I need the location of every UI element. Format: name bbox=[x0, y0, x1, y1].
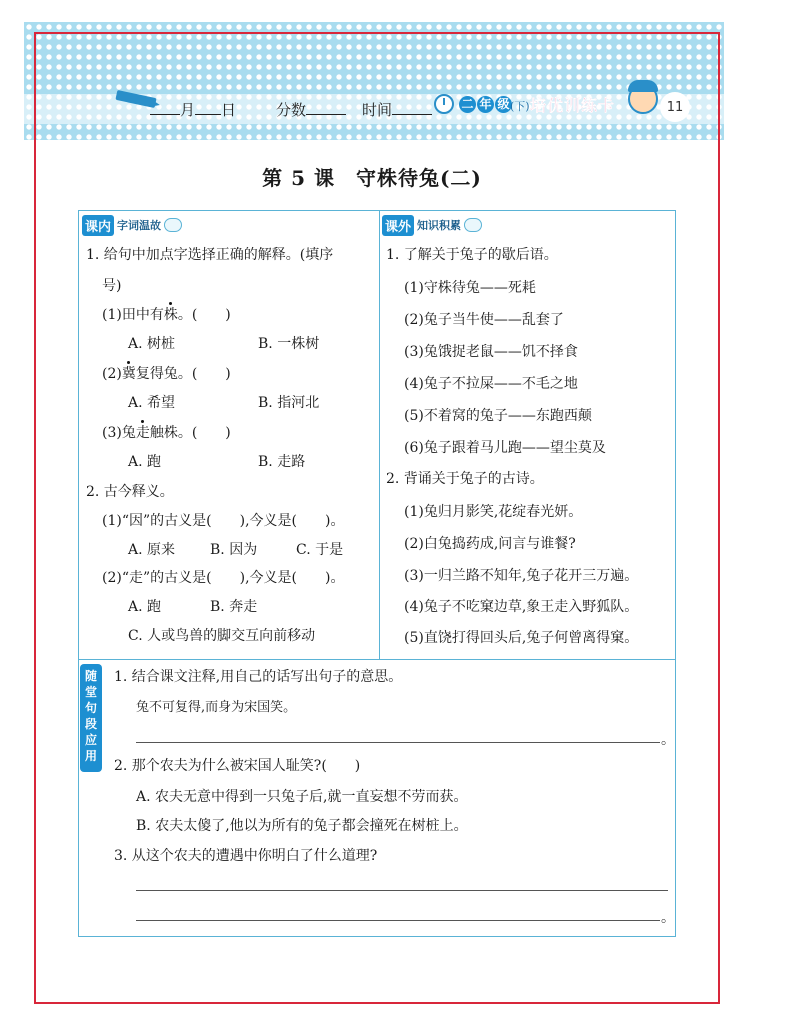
answer-line[interactable] bbox=[136, 920, 660, 921]
grade-char: 年 bbox=[477, 96, 494, 113]
xiehouyu-item: (2)兔子当牛使——乱套了 bbox=[404, 312, 564, 328]
answer-line[interactable] bbox=[136, 742, 660, 743]
option-a: A. 跑 bbox=[128, 599, 162, 615]
month-label: 月 bbox=[180, 101, 196, 119]
extra-tag-highlight: 课外 bbox=[382, 215, 414, 236]
option-b: B. 一株树 bbox=[258, 336, 320, 352]
left-q1-line1: 1. 给句中加点字选择正确的解释。(填序 bbox=[86, 247, 334, 263]
option-b: B. 因为 bbox=[210, 542, 258, 558]
bottom-q2-option-b: B. 农夫太傻了,他以为所有的兔子都会撞死在树桩上。 bbox=[136, 818, 468, 834]
poem-item: (2)白兔捣药成,问言与谁餐? bbox=[404, 536, 576, 552]
month-blank[interactable] bbox=[150, 101, 180, 115]
xiehouyu-item: (1)守株待兔——死耗 bbox=[404, 280, 536, 296]
left-q1-line2: 号) bbox=[102, 278, 122, 294]
score-blank[interactable] bbox=[306, 101, 346, 115]
left-q2-line2[interactable]: (2)“走”的古义是( ),今义是( )。 bbox=[102, 570, 345, 586]
score-label: 分数 bbox=[276, 101, 307, 119]
answer-slot[interactable]: 复得兔。( ) bbox=[135, 366, 231, 382]
in-class-tag-text: 字词温故 bbox=[117, 219, 162, 232]
left-q2-line1[interactable]: (1)“因”的古义是( ),今义是( )。 bbox=[102, 513, 345, 529]
score-field bbox=[276, 99, 346, 120]
time-field bbox=[362, 99, 432, 120]
side-label-char: 随 bbox=[84, 669, 97, 683]
option-a: A. 跑 bbox=[128, 454, 162, 470]
grade-char: 二 bbox=[459, 96, 476, 113]
option-b: B. 走路 bbox=[258, 454, 306, 470]
clock-icon bbox=[434, 94, 454, 114]
day-label: 日 bbox=[221, 101, 237, 119]
answer-slot[interactable]: 触株。( ) bbox=[149, 425, 231, 441]
in-class-tag-highlight: 课内 bbox=[82, 215, 114, 236]
option-b: B. 指河北 bbox=[258, 395, 320, 411]
extra-knowledge-tag bbox=[382, 214, 482, 236]
xiehouyu-item: (3)兔饿捉老鼠——饥不择食 bbox=[404, 344, 578, 360]
grade-char: 级 bbox=[495, 96, 512, 113]
bottom-q3: 3. 从这个农夫的遭遇中你明白了什么道理? bbox=[114, 848, 378, 864]
option-c: C. 于是 bbox=[296, 542, 344, 558]
mascot-icon bbox=[628, 84, 658, 114]
option-a: A. 希望 bbox=[128, 395, 176, 411]
lesson-title: 第 5 课 守株待兔(二) bbox=[262, 166, 482, 190]
dotted-char: 走 bbox=[135, 425, 150, 441]
poem-item: (1)兔归月影笑,花绽春光妍。 bbox=[404, 504, 583, 520]
item-text: (2) bbox=[102, 366, 122, 382]
left-q1-item bbox=[102, 305, 231, 325]
in-class-tag bbox=[82, 214, 182, 236]
time-label: 时间 bbox=[362, 101, 393, 119]
side-label-char: 段 bbox=[84, 717, 97, 731]
side-label-char: 用 bbox=[84, 749, 97, 763]
dotted-char: 株 bbox=[163, 307, 178, 323]
date-field bbox=[150, 99, 236, 120]
xiehouyu-item: (5)不着窝的兔子——东跑西颠 bbox=[404, 408, 592, 424]
side-label-char: 句 bbox=[84, 701, 97, 715]
side-label-char: 堂 bbox=[84, 685, 97, 699]
semester-label: (下) bbox=[510, 100, 530, 113]
grade-badge bbox=[456, 96, 516, 114]
line-end-mark: 。 bbox=[661, 910, 675, 926]
bottom-q2[interactable]: 2. 那个农夫为什么被宋国人耻笑?( ) bbox=[114, 758, 361, 774]
option-b: B. 奔走 bbox=[210, 599, 258, 615]
bottom-q1: 1. 结合课文注释,用自己的话写出句子的意思。 bbox=[114, 669, 403, 685]
left-q1-item bbox=[102, 423, 231, 443]
left-q1-item bbox=[102, 364, 231, 384]
sentence-application-label bbox=[80, 664, 102, 772]
side-label-char: 应 bbox=[84, 733, 97, 747]
right-q2-title: 2. 背诵关于兔子的古诗。 bbox=[386, 471, 544, 487]
item-text: (1)田中有 bbox=[102, 307, 164, 323]
answer-slot[interactable]: 。( ) bbox=[177, 307, 231, 323]
poem-item: (3)一归兰路不知年,兔子花开三万遍。 bbox=[404, 568, 639, 584]
option-a: A. 原来 bbox=[128, 542, 176, 558]
book-icon bbox=[164, 218, 182, 232]
line-end-mark: 。 bbox=[661, 732, 675, 748]
left-q2-title: 2. 古今释义。 bbox=[86, 484, 174, 500]
bottom-q1-sentence: 兔不可复得,而身为宋国笑。 bbox=[136, 700, 297, 715]
extra-tag-text: 知识积累 bbox=[417, 219, 462, 232]
xiehouyu-item: (4)兔子不拉屎——不毛之地 bbox=[404, 376, 578, 392]
page-number: 11 bbox=[666, 100, 684, 115]
time-blank[interactable] bbox=[392, 101, 432, 115]
option-c: C. 人或鸟兽的脚交互向前移动 bbox=[128, 628, 316, 644]
answer-line[interactable] bbox=[136, 890, 668, 891]
dotted-char: 冀 bbox=[121, 366, 136, 382]
bottom-q2-option-a: A. 农夫无意中得到一只兔子后,就一直妄想不劳而获。 bbox=[136, 789, 468, 805]
right-q1-title: 1. 了解关于兔子的歇后语。 bbox=[386, 247, 558, 263]
poem-item: (4)兔子不吃窠边草,象王走入野狐队。 bbox=[404, 599, 639, 615]
item-text: (3)兔 bbox=[102, 425, 136, 441]
book-icon bbox=[464, 218, 482, 232]
brand-title: 培优训练卡 bbox=[530, 96, 616, 115]
poem-item: (5)直饶打得回头后,兔子何曾离得窠。 bbox=[404, 630, 639, 646]
day-blank[interactable] bbox=[195, 101, 221, 115]
xiehouyu-item: (6)兔子跟着马儿跑——望尘莫及 bbox=[404, 440, 606, 456]
option-a: A. 树桩 bbox=[128, 336, 176, 352]
